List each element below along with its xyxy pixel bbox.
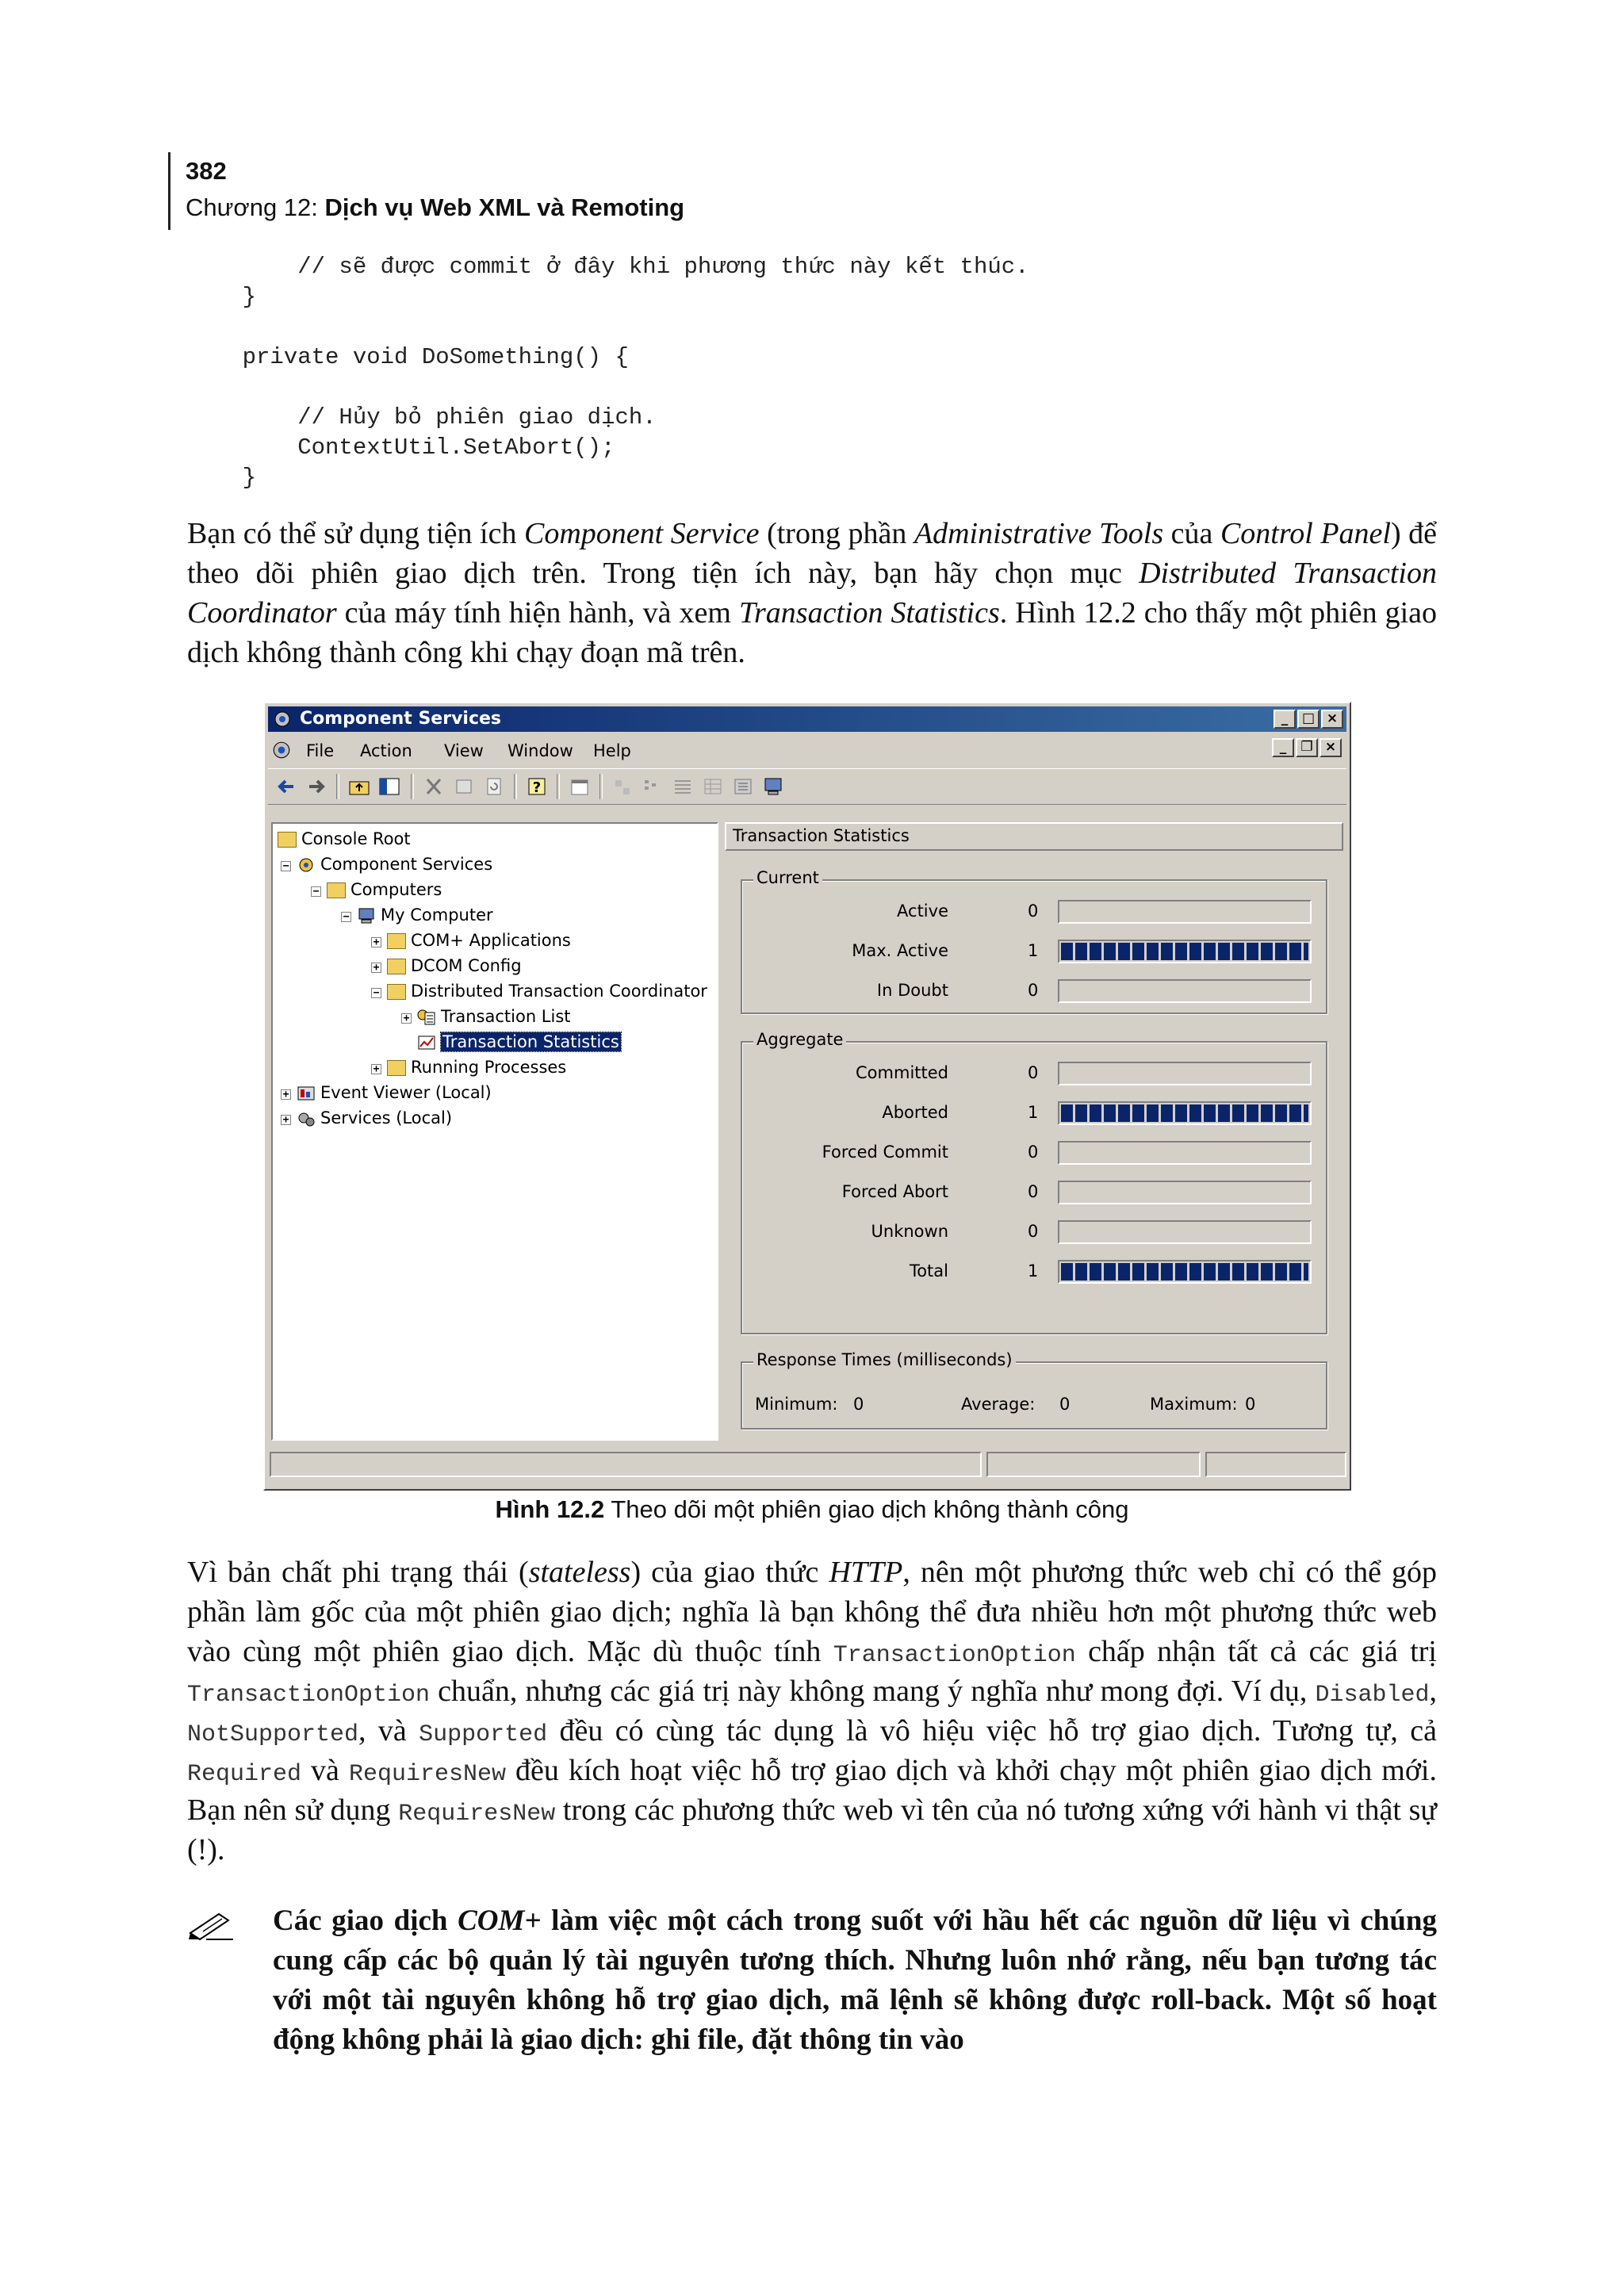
folder-icon: [387, 984, 406, 1000]
expand-toggle[interactable]: +: [401, 1013, 412, 1024]
stat-progress-bar: [1058, 1141, 1312, 1165]
tree-transaction-statistics[interactable]: Transaction Statistics: [417, 1030, 621, 1054]
help-icon[interactable]: [525, 775, 549, 798]
expand-toggle[interactable]: +: [371, 1064, 381, 1074]
console-icon: [271, 740, 292, 760]
expand-toggle[interactable]: +: [371, 963, 381, 973]
stat-value: 0: [1028, 1143, 1039, 1162]
status-pane: [270, 1452, 982, 1477]
tree-component-services[interactable]: Component Services: [297, 852, 492, 876]
statistics-icon: [417, 1035, 436, 1051]
refresh-icon[interactable]: [482, 775, 506, 798]
chapter-prefix: Chương 12:: [186, 193, 325, 221]
minimum-label: Minimum:: [755, 1395, 838, 1414]
paragraph-transaction-option: Vì bản chất phi trạng thái (stateless) của giao thức HTTP, nên một phương thức web chỉ có thể góp phần làm gốc của một phiên giao dịch; nghĩa là bạn không thể đưa nhiều hơn một phương thức web vào cùng một phiên giao dịch. Mặc dù thuộc tính TransactionOption chấp nhận tất cả các giá trị TransactionOption chuẩn, nhưng các giá trị này không mang ý nghĩa như mong đợi. Ví dụ, Disabled, NotSupported, và Supported đều có cùng tác dụng là vô hiệu việc hỗ trợ giao dịch. Tương tự, cả Required và RequiresNew đều kích hoạt việc hỗ trợ giao dịch và khởi chạy một phiên giao dịch mới. Bạn nên sử dụng RequiresNew trong các phương thức web vì tên của nó tương xứng với hành vi thật sự (!).: [187, 1556, 1438, 1866]
component-services-app-icon: [273, 710, 292, 729]
stat-row: [742, 938, 1329, 965]
tree-distributed-transaction-coordinator[interactable]: Distributed Transaction Coordinator: [387, 979, 707, 1003]
computer-icon: [357, 908, 376, 924]
maximum-value: 0: [1245, 1395, 1256, 1414]
stat-value: 0: [1028, 1222, 1039, 1241]
minimum-value: 0: [853, 1395, 864, 1414]
transaction-list-icon: [417, 1009, 436, 1025]
stat-progress-bar: [1058, 979, 1312, 1003]
menu-help[interactable]: Help: [593, 741, 631, 760]
tree-running-processes[interactable]: Running Processes: [387, 1055, 566, 1079]
console-tree: [271, 822, 718, 1441]
note-paragraph: Các giao dịch COM+ làm việc một cách trong suốt với hầu hết các nguồn dữ liệu vì chúng cung cấp các bộ quản lý tài nguyên tương thích. Nhưng luôn nhớ rằng, nếu bạn tương tác với một tài nguyên không hỗ trợ giao dịch, mã lệnh sẽ không được roll-back. Một số hoạt động không phải là giao dịch: ghi file, đặt thông tin vào: [273, 1904, 1438, 2056]
tree-my-computer[interactable]: My Computer: [357, 903, 493, 927]
chapter-title: Dịch vụ Web XML và Remoting: [324, 193, 685, 221]
code-block: // sẽ được commit ở đây khi phương thức này kết thúc. } private void DoSomething() { // Hủy bỏ phiên giao dịch. ContextUtil.SetAbort(); }: [242, 254, 1029, 491]
stat-value: 1: [1028, 941, 1039, 960]
stat-value: 1: [1028, 1261, 1039, 1280]
title-bar: [268, 706, 1346, 732]
window-title: Component Services: [300, 709, 502, 729]
stat-value: 0: [1028, 1182, 1039, 1201]
component-services-icon: [297, 857, 316, 873]
services-gear-icon: [297, 1111, 316, 1127]
average-label: Average:: [961, 1395, 1036, 1414]
menu-view[interactable]: View: [444, 741, 484, 760]
large-icons-icon[interactable]: [611, 775, 634, 798]
small-icons-icon[interactable]: [641, 775, 665, 798]
figure-caption: Hình 12.2 Theo dõi một phiên giao dịch không thành công: [495, 1495, 1129, 1523]
up-folder-icon[interactable]: [347, 775, 371, 798]
stat-value: 1: [1028, 1103, 1039, 1122]
stat-row: [742, 1060, 1329, 1087]
stat-label: In Doubt: [876, 981, 948, 1000]
stat-value: 0: [1028, 902, 1039, 921]
stat-label: Unknown: [871, 1222, 948, 1241]
current-group-title: Current: [753, 868, 822, 887]
stat-progress-bar: [1058, 1101, 1312, 1125]
stat-progress-fill: [1061, 1263, 1308, 1280]
maximize-button[interactable]: □: [1297, 710, 1320, 729]
export-list-icon[interactable]: [731, 775, 755, 798]
collapse-toggle[interactable]: −: [281, 861, 291, 871]
delete-icon[interactable]: [422, 775, 446, 798]
expand-toggle[interactable]: +: [371, 937, 381, 947]
stat-progress-fill: [1061, 1104, 1308, 1122]
child-restore-button[interactable]: ❐: [1296, 738, 1318, 757]
stat-progress-bar: [1058, 1181, 1312, 1204]
folder-icon: [327, 882, 346, 898]
stat-progress-bar: [1058, 1220, 1312, 1244]
menu-action[interactable]: Action: [360, 741, 412, 760]
expand-toggle[interactable]: +: [281, 1089, 291, 1100]
stat-progress-bar: [1058, 1062, 1312, 1085]
average-value: 0: [1059, 1395, 1071, 1414]
computer-icon[interactable]: [761, 775, 785, 798]
tree-com-plus-applications[interactable]: COM+ Applications: [387, 928, 571, 952]
show-hide-tree-icon[interactable]: [377, 775, 401, 798]
tree-console-root[interactable]: Console Root: [278, 827, 411, 851]
new-window-icon[interactable]: [568, 775, 592, 798]
stat-label: Aborted: [882, 1103, 948, 1122]
pencil-note-icon: [187, 1909, 235, 1941]
folder-icon: [387, 1060, 406, 1076]
stat-progress-bar: [1058, 900, 1312, 924]
stat-label: Total: [909, 1261, 948, 1280]
pane-title: Transaction Statistics: [725, 822, 1343, 851]
tree-transaction-list[interactable]: Transaction List: [417, 1005, 571, 1028]
forward-icon[interactable]: [304, 775, 328, 798]
minimize-button[interactable]: _: [1274, 710, 1296, 729]
collapse-toggle[interactable]: −: [341, 912, 351, 922]
folder-icon: [387, 933, 406, 949]
properties-icon[interactable]: [452, 775, 476, 798]
stat-progress-fill: [1061, 943, 1308, 960]
folder-icon: [387, 959, 406, 974]
status-bar: [268, 1449, 1346, 1480]
back-icon[interactable]: [274, 775, 298, 798]
aggregate-group-title: Aggregate: [753, 1030, 846, 1049]
close-button[interactable]: ×: [1321, 710, 1343, 729]
tree-computers[interactable]: Computers: [327, 878, 442, 902]
collapse-toggle[interactable]: −: [311, 886, 321, 897]
stat-label: Max. Active: [852, 941, 948, 960]
paragraph-component-service: Bạn có thể sử dụng tiện ích Component Service (trong phần Administrative Tools của Control Panel) để theo dõi phiên giao dịch trên. Trong tiện ích này, bạn hãy chọn mục Distributed Transaction Coordinator của máy tính hiện hành, và xem Transaction Statistics. Hình 12.2 cho thấy một phiên giao dịch không thành công khi chạy đoạn mã trên.: [187, 517, 1438, 669]
collapse-toggle[interactable]: −: [371, 988, 381, 998]
toolbar: [268, 768, 1346, 805]
stat-row: [742, 1258, 1329, 1285]
stat-row: [742, 898, 1329, 925]
stat-label: Forced Commit: [822, 1143, 948, 1162]
menu-window[interactable]: Window: [508, 741, 573, 760]
svg-text:?: ?: [532, 779, 542, 796]
status-pane: [1205, 1452, 1346, 1477]
maximum-label: Maximum:: [1150, 1395, 1238, 1414]
stat-progress-bar: [1058, 1260, 1312, 1284]
stat-label: Committed: [856, 1063, 948, 1082]
child-minimize-button[interactable]: _: [1272, 738, 1294, 757]
status-pane: [986, 1452, 1201, 1477]
stat-value: 0: [1028, 981, 1039, 1000]
header-rule: [168, 152, 170, 230]
tree-services-local[interactable]: Services (Local): [297, 1106, 452, 1130]
stat-label: Active: [897, 902, 948, 921]
stat-row: [742, 1139, 1329, 1166]
current-group: [741, 868, 1327, 1014]
child-close-button[interactable]: ×: [1320, 738, 1342, 757]
response-times-title: Response Times (milliseconds): [753, 1350, 1016, 1369]
stat-row: [742, 1179, 1329, 1206]
tree-dcom-config[interactable]: DCOM Config: [387, 954, 522, 978]
event-viewer-icon: [297, 1085, 316, 1101]
tree-event-viewer[interactable]: Event Viewer (Local): [297, 1081, 492, 1104]
aggregate-group: [741, 1030, 1327, 1334]
component-services-window: [263, 702, 1351, 1491]
statistics-pane: [725, 822, 1343, 1441]
chapter-heading: [186, 193, 684, 222]
stat-label: Forced Abort: [841, 1182, 948, 1201]
expand-toggle[interactable]: +: [281, 1115, 291, 1125]
stat-value: 0: [1028, 1063, 1039, 1082]
list-icon[interactable]: [671, 775, 695, 798]
response-times-group: [741, 1350, 1327, 1430]
page-number: 382: [186, 157, 227, 185]
menu-bar: [268, 735, 1346, 765]
menu-file[interactable]: File: [306, 741, 335, 760]
stat-row: [742, 978, 1329, 1005]
stat-row: [742, 1100, 1329, 1127]
folder-icon: [278, 832, 297, 848]
stat-progress-bar: [1058, 940, 1312, 963]
details-icon[interactable]: [701, 775, 725, 798]
stat-row: [742, 1219, 1329, 1246]
